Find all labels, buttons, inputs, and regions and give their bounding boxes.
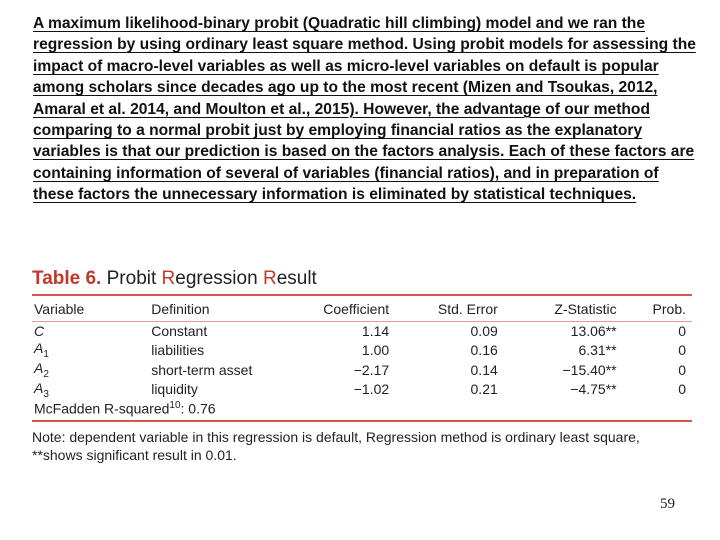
row-z-statistic: 13.06** <box>570 323 617 339</box>
mcfadden-row <box>32 399 692 417</box>
table-note <box>32 428 692 464</box>
header-coefficient: Coefficient <box>323 300 390 317</box>
row-variable: $A_2$ <box>34 359 49 380</box>
mcfadden-value: : 0.76 <box>180 400 216 417</box>
table-row <box>32 340 692 360</box>
row-variable: $A_1$ <box>34 340 49 360</box>
table-row <box>32 322 692 340</box>
regression-table <box>32 264 692 464</box>
row-prob: 0 <box>678 341 686 358</box>
table-row <box>32 380 692 400</box>
row-coefficient: −1.02 <box>353 381 390 398</box>
row-definition: short-term asset <box>151 361 253 378</box>
row-std-error: 0.16 <box>470 341 498 358</box>
row-prob: 0 <box>678 381 686 398</box>
row-definition: liquidity <box>151 381 198 398</box>
body-paragraph: A maximum likelihood-binary probit (Quadratic hill climbing) model and we ran the regression by using ordinary least square method. Using probit models for assessing the impact of macro-level variables as well as micro-level variables on default is popular among scholars since decades ago up to the most recent (Mizen and Tsoukas, 2012, Amaral et al. 2014, and Moulton et al., 2015). However, the advantage of our method comparing to a normal probit just by employing financial ratios as the explanatory variables is that our prediction is based on the factors analysis. Each of these factors are containing information of several of variables (financial ratios), and in preparation of these factors the unnecessary information is eliminated by statistical techniques. <box>33 15 696 204</box>
row-std-error: 0.14 <box>470 361 498 378</box>
results-grid <box>32 296 692 417</box>
header-row <box>32 296 692 321</box>
header-z-statistic: Z-Statistic <box>554 300 617 317</box>
row-coefficient: −2.17 <box>353 361 390 378</box>
row-z-statistic: −4.75** <box>570 381 617 398</box>
table-bottom-rule <box>32 420 692 422</box>
row-std-error: 0.21 <box>470 381 498 398</box>
header-variable: Variable <box>34 300 85 317</box>
row-definition: Constant <box>151 323 208 339</box>
header-prob: Prob. <box>652 300 686 317</box>
row-coefficient: 1.00 <box>361 341 390 358</box>
table-title <box>32 264 692 294</box>
row-prob: 0 <box>678 361 686 378</box>
row-variable: $A_3$ <box>34 379 49 400</box>
row-coefficient: 1.14 <box>361 323 390 339</box>
table-caption: Probit Regression Result <box>106 268 317 289</box>
note-line-1: Note: dependent variable in this regression is default, Regression method is ordinary least square, <box>32 429 640 446</box>
row-variable: C <box>34 323 45 339</box>
header-std-error: Std. Error <box>437 300 498 317</box>
row-prob: 0 <box>678 323 686 339</box>
table-row <box>32 360 692 380</box>
note-line-2: **shows significant result in 0.01. <box>32 447 237 464</box>
row-z-statistic: −15.40** <box>562 361 617 378</box>
row-definition: liabilities <box>151 341 205 358</box>
mcfadden-label: McFadden R-squared <box>34 400 170 417</box>
header-definition: Definition <box>151 300 210 317</box>
table-number: Table 6. <box>32 268 102 289</box>
row-std-error: 0.09 <box>470 323 498 339</box>
row-z-statistic: 6.31** <box>578 341 617 358</box>
mcfadden-footnote: 10 <box>169 400 181 412</box>
page-number: 59 <box>660 496 675 512</box>
